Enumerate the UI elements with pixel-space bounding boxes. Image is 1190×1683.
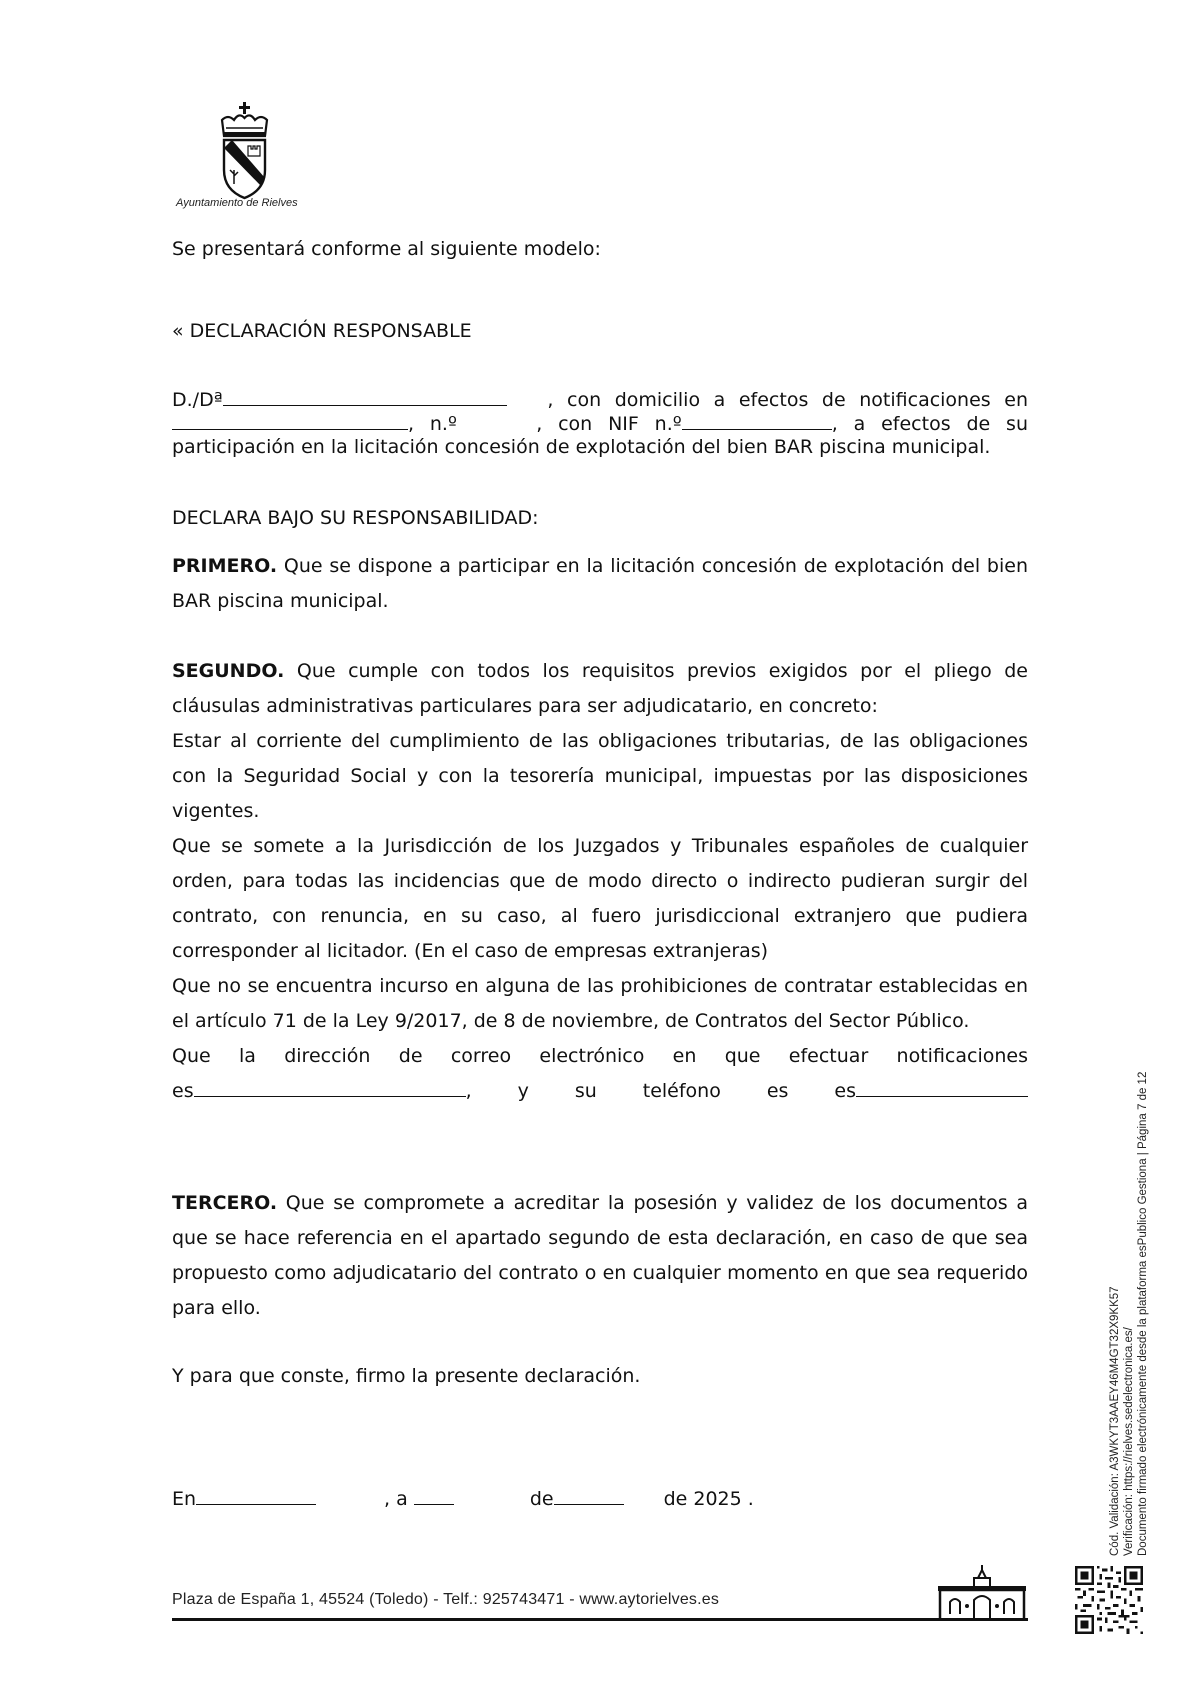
identity-paragraph: [172, 389, 1028, 460]
sig-en-text: En: [172, 1488, 197, 1510]
primero-text: Que se dispone a participar en la licitación concesión de explotación del bien BAR piscina municipal.: [172, 555, 1028, 612]
conste-text: Y para que conste, firmo la presente declaración.: [172, 1365, 641, 1387]
segundo-text: Que cumple con todos los requisitos previos exigidos por el pliego de cláusulas administrativas particulares para ser adjudicatario, en concreto:: [172, 660, 1028, 717]
segundo-paragraph: [172, 654, 1028, 724]
form-paragraph: [172, 389, 1028, 460]
declaration-title: [172, 320, 1028, 342]
address-blank-line[interactable]: [172, 413, 408, 430]
tercero-label: TERCERO.: [172, 1192, 278, 1214]
tercero-text: Que se compromete a acreditar la posesión y validez de los documentos a que se hace referencia en el apartado segundo de esta declaración, en caso de que sea propuesto como adjudicatario del contrato o en cualquier momento en que sea requerido para ello.: [172, 1192, 1028, 1319]
validation-sidebar: [1108, 1072, 1150, 1556]
declara-heading: [172, 507, 1028, 529]
email-connector-word: teléfono: [642, 1080, 721, 1102]
primero-section: [172, 549, 1028, 619]
qr-code-icon[interactable]: [1075, 1566, 1143, 1634]
month-blank-line[interactable]: [554, 1488, 624, 1505]
segundo-item-prohibitions: Que no se encuentra incurso en alguna de las prohibiciones de contratar establecidas en el artículo 71 de la Ley 9/2017, de 8 de noviembre, de Contratos del Sector Público.: [172, 975, 1028, 1032]
primero-paragraph: [172, 549, 1028, 619]
title-line: « DECLARACIÓN RESPONSABLE: [172, 320, 472, 342]
declara-line: DECLARA BAJO SU RESPONSABILIDAD:: [172, 507, 539, 529]
segundo-item-jurisdiction: Que se somete a la Jurisdicción de los Juzgados y Tribunales españoles de cualquier orden, para todas las incidencias que de modo directo o indirecto pudieran surgir del contrato, con renuncia, en su caso, al fuero jurisdiccional extranjero que pudiera corresponder al licitador. (En el caso de empresas extranjeras): [172, 835, 1028, 962]
segundo-label: SEGUNDO.: [172, 660, 285, 682]
sig-year-text: de 2025 .: [663, 1488, 754, 1510]
segundo-item-tax: Estar al corriente del cumplimiento de las obligaciones tributarias, de las obligaciones con la Seguridad Social y con la tesorería municipal, impuestas por las disposiciones vigentes.: [172, 730, 1028, 822]
town-hall-icon: [934, 1564, 1030, 1620]
email-connector-word: y: [517, 1080, 529, 1102]
email-connector-word: ,: [465, 1080, 472, 1102]
day-blank-line[interactable]: [414, 1488, 454, 1505]
email-blank-line[interactable]: [194, 1080, 466, 1097]
tercero-paragraph: [172, 1186, 1028, 1326]
form-prefix: D./Dª: [172, 389, 223, 411]
email-phone-line: [172, 1074, 1028, 1109]
email-es-text: es: [172, 1080, 194, 1102]
email-line: Que la dirección de correo electrónico en que efectuar notificaciones: [172, 1045, 1028, 1067]
place-blank-line[interactable]: [196, 1488, 316, 1505]
email-connector-word: su: [574, 1080, 597, 1102]
logo-caption: Ayuntamiento de Rielves: [176, 197, 298, 209]
footer-address: Plaza de España 1, 45524 (Toledo) - Telf.: 925743471 - www.aytorielves.es: [172, 1591, 720, 1608]
primero-label: PRIMERO.: [172, 555, 278, 577]
email-connector-word: es: [834, 1080, 856, 1102]
sig-a-text: , a: [384, 1488, 408, 1510]
tercero-section: [172, 1186, 1028, 1326]
form-nif-text: , con NIF n.º: [536, 412, 682, 435]
footer-rule: [172, 1618, 1028, 1621]
email-field-group: [172, 1074, 466, 1109]
email-connector-word: es: [766, 1080, 789, 1102]
email-connector: [466, 1074, 856, 1109]
intro-text: [172, 238, 1028, 260]
sig-de-text: de: [529, 1488, 554, 1510]
nif-blank-line[interactable]: [682, 413, 832, 430]
validation-code: Cód. Validación: A3WKYT3AAEY46M4GT32X9KK57: [1109, 1286, 1121, 1556]
phone-blank-line[interactable]: [856, 1080, 1028, 1097]
form-domicile-text: , con domicilio a efectos de notificaciones en: [547, 389, 1028, 411]
intro-line: Se presentará conforme al siguiente modelo:: [172, 238, 601, 260]
verification-url: Verificación: https://rielves.sedelectronica.es/: [1123, 1327, 1135, 1556]
signed-note: Documento firmado electrónicamente desde la plataforma esPublico Gestiona | Página 7 de 12: [1137, 1071, 1149, 1556]
name-blank-line[interactable]: [223, 389, 507, 406]
conste-line: [172, 1365, 1028, 1387]
signature-date-line: [172, 1488, 1028, 1510]
form-number-text: , n.º: [408, 412, 457, 435]
form-purpose-text: , a efectos de su participación en la licitación concesión de explotación del bien BAR piscina municipal.: [172, 412, 1028, 459]
segundo-section: [172, 654, 1028, 1109]
